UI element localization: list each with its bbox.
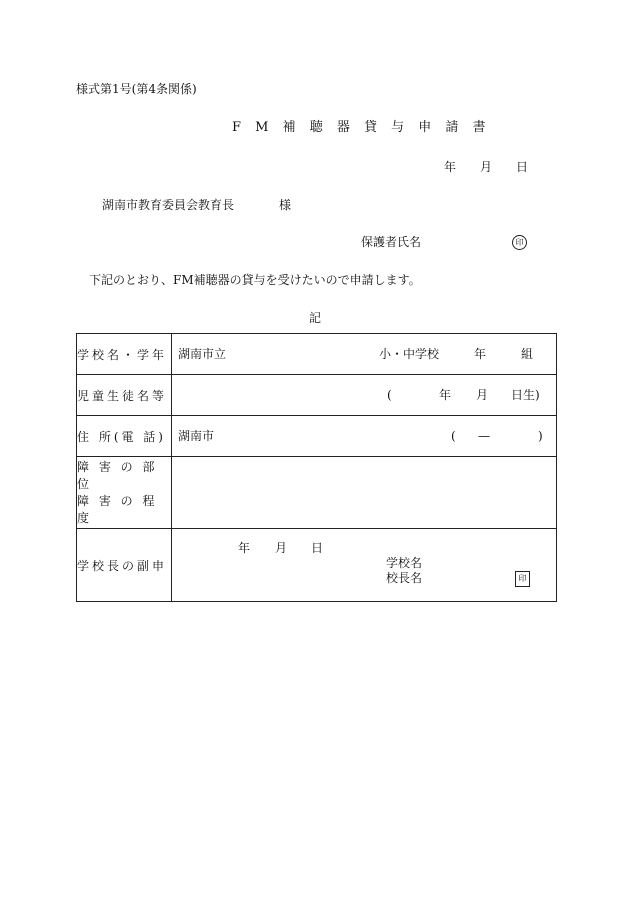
cell-principal-endorsement	[172, 529, 557, 602]
cell-disability	[172, 457, 557, 529]
birth-day: 日生)	[511, 388, 540, 402]
birth-month: 月	[476, 388, 489, 402]
endorse-month: 月	[275, 541, 288, 555]
label-student-name: 児童生徒名等	[77, 375, 172, 416]
phone-dash: —	[478, 429, 490, 443]
school-class: 組	[521, 347, 534, 361]
address-city: 湖南市	[178, 429, 215, 443]
cell-address-phone	[172, 416, 557, 457]
label-school-grade: 学校名・学年	[77, 334, 172, 375]
application-table	[76, 333, 557, 602]
school-type: 小・中学校	[379, 347, 440, 361]
label-disability-degree: 障 害 の 程 度	[77, 493, 158, 525]
phone-close-paren: )	[538, 429, 543, 443]
phone-open-paren: (	[451, 429, 456, 443]
addressee-honorific: 様	[279, 198, 292, 212]
label-disability	[77, 457, 172, 529]
table-row-student	[77, 375, 557, 416]
table-row-disability	[77, 457, 557, 529]
form-number: 様式第1号(第4条関係)	[76, 82, 197, 96]
date-day: 日	[516, 160, 529, 174]
birth-open-paren: (	[387, 388, 392, 402]
guardian-name-label: 保護者氏名	[361, 235, 422, 249]
table-row-school	[77, 334, 557, 375]
guardian-seal-icon: 印	[512, 235, 527, 250]
ki-heading: 記	[309, 311, 322, 325]
principal-seal-icon: 印	[515, 571, 530, 587]
date-year: 年	[444, 160, 457, 174]
label-address-phone: 住 所(電 話)	[77, 416, 172, 457]
document-title: F M 補 聴 器 貸 与 申 請 書	[232, 120, 491, 135]
date-month: 月	[480, 160, 493, 174]
principal-school-label: 学校名	[386, 556, 423, 570]
addressee-name: 湖南市教育委員会教育長	[102, 198, 235, 212]
table-row-principal	[77, 529, 557, 602]
table-row-address	[77, 416, 557, 457]
principal-name-label: 校長名	[386, 571, 423, 585]
cell-school-grade	[172, 334, 557, 375]
label-principal-endorsement: 学校長の副申	[77, 529, 172, 602]
school-city: 湖南市立	[178, 347, 227, 361]
intro-sentence: 下記のとおり、FM補聴器の貸与を受けたいので申請します。	[89, 273, 421, 287]
endorse-year: 年	[238, 541, 251, 555]
school-grade: 年	[474, 347, 487, 361]
label-disability-part: 障 害 の 部 位	[77, 459, 158, 491]
endorse-day: 日	[311, 541, 324, 555]
cell-student-name	[172, 375, 557, 416]
birth-year: 年	[439, 388, 452, 402]
